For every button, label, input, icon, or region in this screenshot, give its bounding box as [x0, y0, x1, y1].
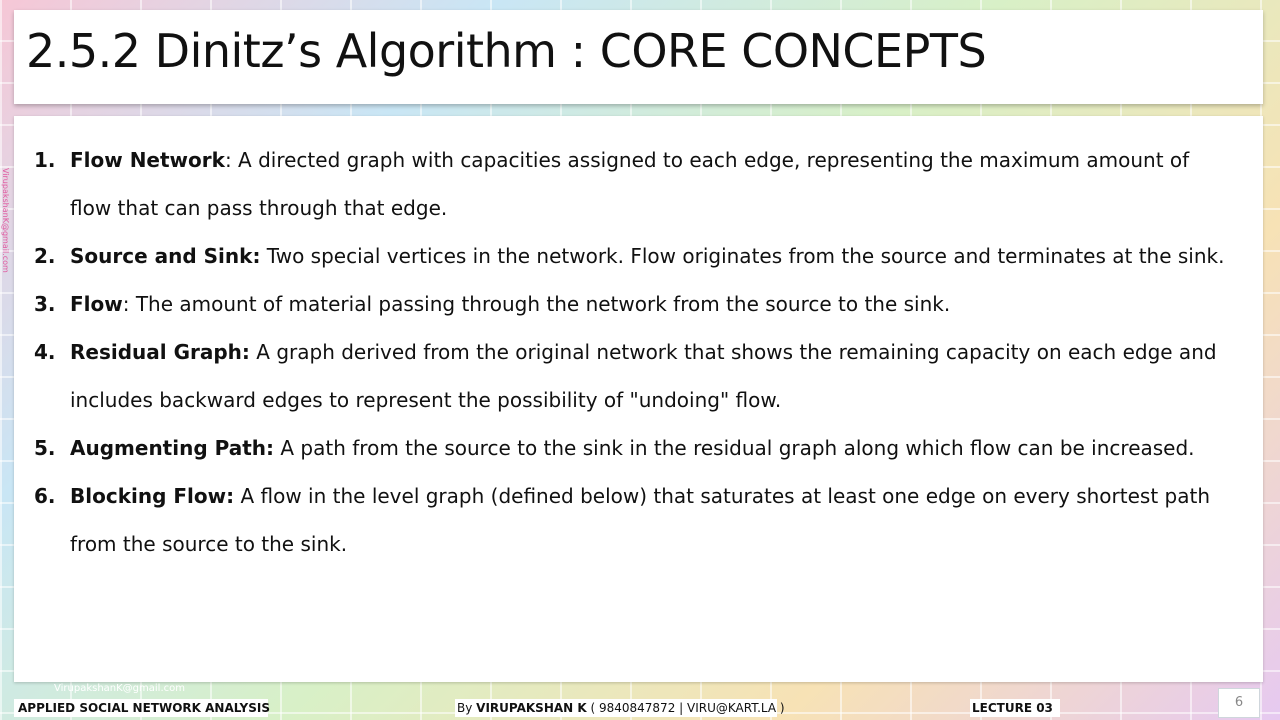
concept-number: 1.: [34, 148, 56, 172]
lecture-label: LECTURE 03: [970, 699, 1060, 717]
concept-term: Blocking Flow:: [70, 484, 235, 508]
concept-description: : The amount of material passing through the network from the source to the sink.: [122, 292, 951, 316]
concept-description: A graph derived from the original network that shows the remaining capacity on each edge and includes backward edges to represent the possibility of "undoing" flow.: [70, 340, 1217, 412]
author-contact: ( 9840847872 | VIRU@KART.LA ): [586, 701, 785, 715]
concept-item-augmenting-path: [14, 424, 1230, 472]
concept-number: 5.: [34, 436, 56, 460]
concept-term: Residual Graph:: [70, 340, 250, 364]
concept-number: 4.: [34, 340, 56, 364]
author-prefix: By: [457, 701, 477, 715]
concept-number: 2.: [34, 244, 56, 268]
concept-item-blocking-flow: [14, 472, 1230, 568]
concept-term: Source and Sink:: [70, 244, 261, 268]
concept-term: Flow Network: [70, 148, 225, 172]
concept-number: 6.: [34, 484, 56, 508]
concept-list: [14, 136, 1230, 568]
concept-number: 3.: [34, 292, 56, 316]
course-label: APPLIED SOCIAL NETWORK ANALYSIS: [14, 699, 268, 717]
concept-description: Two special vertices in the network. Flow originates from the source and terminates at the sink.: [260, 244, 1225, 268]
concept-description: A flow in the level graph (defined below) that saturates at least one edge on every shortest path from the source to the sink.: [70, 484, 1210, 556]
concept-description: : A directed graph with capacities assigned to each edge, representing the maximum amount of flow that can pass through that edge.: [70, 148, 1190, 220]
concept-item-flow: [14, 280, 1230, 328]
slide-title: 2.5.2 Dinitz’s Algorithm : CORE CONCEPTS: [26, 24, 987, 78]
author-label: [455, 699, 785, 717]
concept-item-source-sink: [14, 232, 1230, 280]
concept-term: Augmenting Path:: [70, 436, 275, 460]
footer-email: VirupakshanK@gmail.com: [54, 683, 185, 694]
title-bar: [14, 10, 1263, 104]
concept-term: Flow: [70, 292, 123, 316]
author-name: VIRUPAKSHAN K: [476, 701, 587, 715]
concept-description: A path from the source to the sink in the residual graph along which flow can be increased.: [274, 436, 1195, 460]
content-panel: [14, 116, 1263, 682]
page-number: 6: [1218, 688, 1260, 718]
concept-item-flow-network: [14, 136, 1230, 232]
concept-item-residual-graph: [14, 328, 1230, 424]
side-watermark-email: VirupakshanK@gmail.com: [1, 168, 10, 273]
